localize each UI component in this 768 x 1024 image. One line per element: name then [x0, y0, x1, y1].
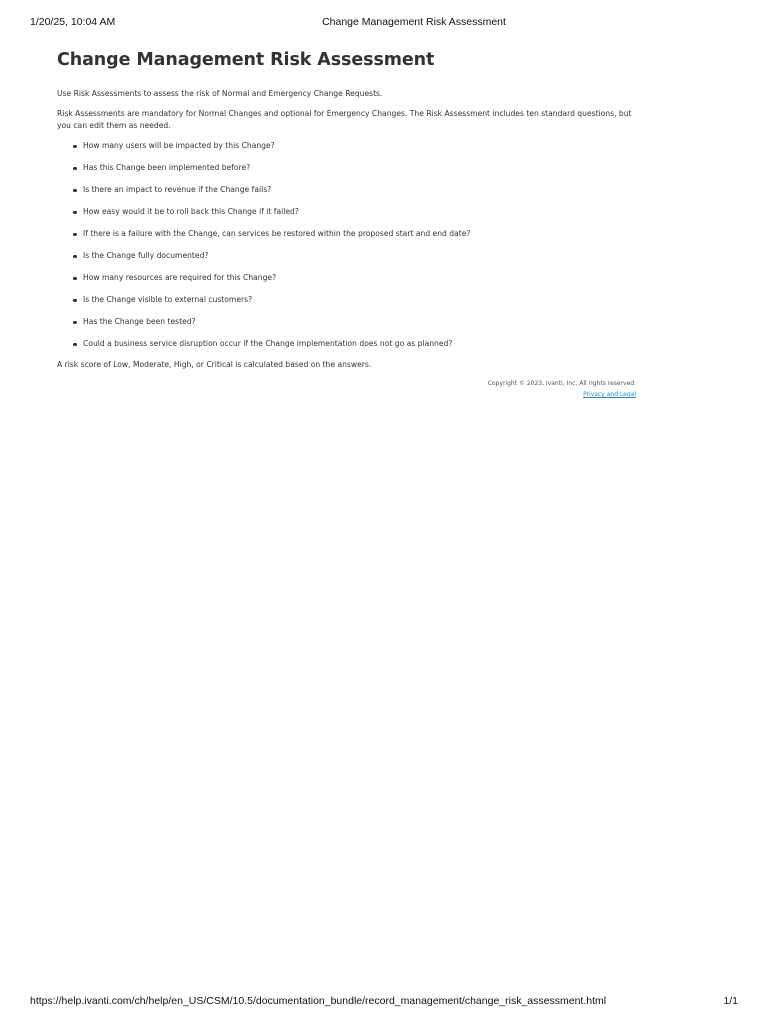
intro-paragraph: Use Risk Assessments to assess the risk of Normal and Emergency Change Requests.: [57, 89, 383, 98]
list-item: [57, 316, 637, 338]
summary-paragraph: A risk score of Low, Moderate, High, or Critical is calculated based on the answers.: [57, 360, 372, 369]
description-paragraph: Risk Assessments are mandatory for Normal Changes and optional for Emergency Changes. The Risk Assessment includes ten standard questions, but you can edit them as needed.: [57, 109, 632, 130]
bullet-icon: [73, 343, 77, 347]
print-page-number: 1/1: [723, 995, 738, 1007]
privacy-legal-link[interactable]: Privacy and Legal: [583, 391, 636, 398]
question-text: Is the Change visible to external customers?: [83, 295, 253, 304]
question-text: Could a business service disruption occur if the Change implementation does not go as planned?: [83, 339, 453, 348]
list-item: [57, 294, 637, 316]
list-item: [57, 338, 637, 360]
list-item: [57, 250, 637, 272]
page-title: Change Management Risk Assessment: [57, 50, 435, 70]
print-header: [30, 16, 738, 30]
bullet-icon: [73, 167, 77, 171]
question-text: How many resources are required for this Change?: [83, 273, 277, 282]
list-item: [57, 228, 637, 250]
print-page-title: Change Management Risk Assessment: [322, 16, 506, 28]
question-text: Is the Change fully documented?: [83, 251, 209, 260]
list-item: [57, 206, 637, 228]
question-text: If there is a failure with the Change, can services be restored within the proposed start and end date?: [83, 229, 471, 238]
bullet-icon: [73, 255, 77, 259]
bullet-icon: [73, 211, 77, 215]
copyright-text: Copyright © 2023, Ivanti, Inc. All rights reserved.: [487, 380, 636, 387]
list-item: [57, 272, 637, 294]
print-datetime: 1/20/25, 10:04 AM: [30, 16, 116, 28]
bullet-icon: [73, 299, 77, 303]
print-footer: [30, 995, 738, 1009]
bullet-icon: [73, 189, 77, 193]
page-footer: [488, 378, 636, 400]
print-url: https://help.ivanti.com/ch/help/en_US/CSM/10.5/documentation_bundle/record_management/change_risk_assessment.html: [30, 995, 607, 1007]
list-item: [57, 162, 637, 184]
list-item: [57, 184, 637, 206]
bullet-icon: [73, 321, 77, 325]
question-text: How easy would it be to roll back this Change if it failed?: [83, 207, 299, 216]
question-text: Is there an impact to revenue if the Change fails?: [83, 185, 272, 194]
bullet-icon: [73, 145, 77, 149]
question-text: Has the Change been tested?: [83, 317, 196, 326]
list-item: [57, 140, 637, 162]
article-content: [57, 48, 637, 379]
questions-list: [57, 140, 637, 360]
bullet-icon: [73, 277, 77, 281]
question-text: Has this Change been implemented before?: [83, 163, 251, 172]
bullet-icon: [73, 233, 77, 237]
question-text: How many users will be impacted by this Change?: [83, 141, 275, 150]
